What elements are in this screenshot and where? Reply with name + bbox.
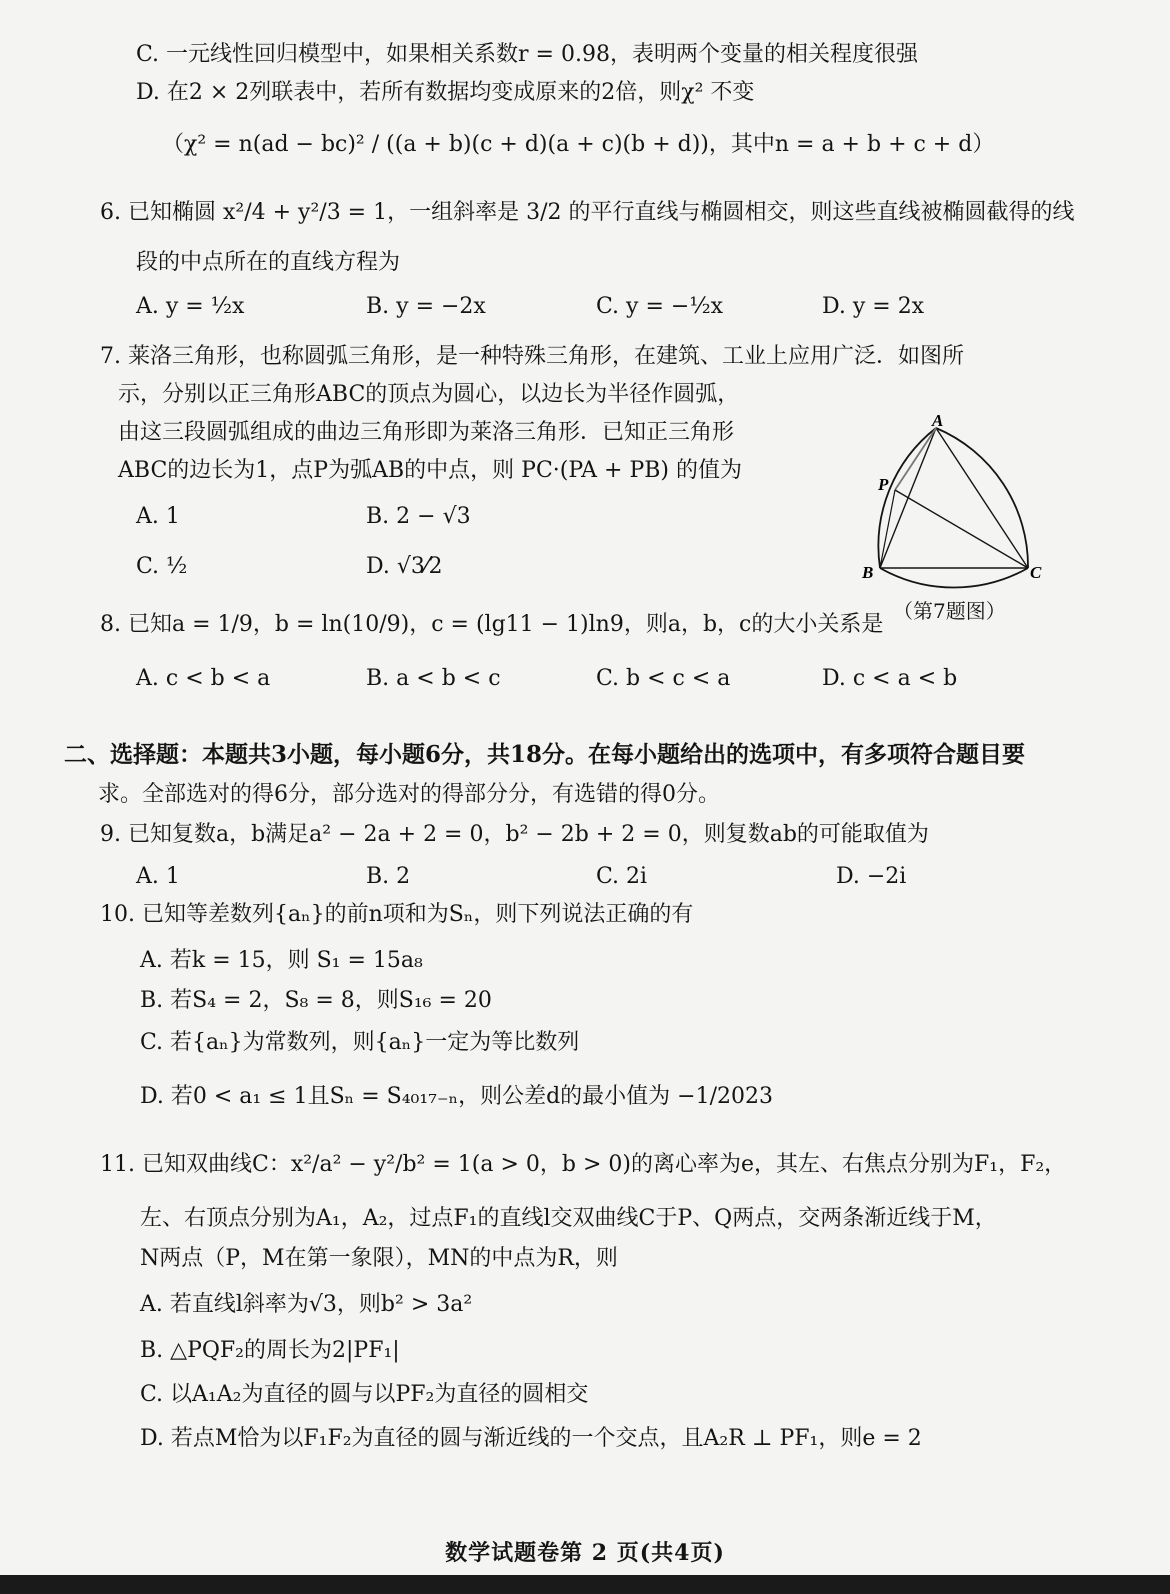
q7-stem-line4: ABC的边长为1，点P为弧AB的中点，则 PC·(PA + PB) 的值为 (118, 458, 742, 483)
label-b: B (862, 563, 874, 582)
q5-option-c: C. 一元线性回归模型中，如果相关系数r = 0.98，表明两个变量的相关程度很强 (136, 42, 918, 67)
page-footer: 数学试题卷第 2 页(共4页) (445, 1540, 725, 1566)
segment-pb (880, 490, 895, 568)
q6-option-d: D. y = 2x (822, 294, 925, 319)
q11-stem-line3: N两点（P，M在第一象限），MN的中点为R，则 (140, 1246, 618, 1271)
q8-option-c: C. b < c < a (596, 666, 731, 691)
q10-option-d: D. 若0 < a₁ ≤ 1且Sₙ = S₄₀₁₇₋ₙ，则公差d的最小值为 −1/2023 (140, 1084, 774, 1109)
q11-stem-line2: 左、右顶点分别为A₁，A₂，过点F₁的直线l交双曲线C于P、Q两点，交两条渐近线于M， (140, 1206, 997, 1231)
bottom-scan-border (0, 1575, 1170, 1594)
label-p: P (878, 475, 889, 494)
q10-option-c: C. 若{aₙ}为常数列，则{aₙ}一定为等比数列 (140, 1030, 580, 1055)
q6-stem-line2: 段的中点所在的直线方程为 (136, 250, 401, 275)
q7-stem-line1: 7. 莱洛三角形，也称圆弧三角形，是一种特殊三角形，在建筑、工业上应用广泛．如图所 (100, 344, 964, 369)
side-ac (936, 428, 1028, 568)
q11-option-c: C. 以A₁A₂为直径的圆与以PF₂为直径的圆相交 (140, 1382, 589, 1407)
q11-option-a: A. 若直线l斜率为√3，则b² > 3a² (140, 1292, 473, 1317)
q7-option-d: D. √3⁄2 (366, 554, 443, 579)
q8-option-a: A. c < b < a (136, 666, 271, 691)
label-c: C (1030, 563, 1042, 582)
q10-option-a: A. 若k = 15，则 S₁ = 15a₈ (140, 948, 423, 973)
q11-stem-line1: 11. 已知双曲线C：x²/a² − y²/b² = 1(a > 0，b > 0)的离心率为e，其左、右焦点分别为F₁，F₂， (100, 1152, 1067, 1177)
reuleaux-triangle-figure (862, 411, 1068, 628)
q9-option-d: D. −2i (836, 864, 907, 889)
q7-stem-line3: 由这三段圆弧组成的曲边三角形即为莱洛三角形．已知正三角形 (118, 420, 735, 445)
section-2-heading: 二、选择题：本题共3小题，每小题6分，共18分。在每小题给出的选项中，有多项符合题目要 (64, 741, 1026, 768)
q7-option-c: C. ½ (136, 554, 188, 579)
q8-option-d: D. c < a < b (822, 666, 958, 691)
q7-option-a: A. 1 (136, 504, 180, 529)
segment-pc (895, 490, 1028, 568)
q6-stem-line1: 6. 已知椭圆 x²/4 + y²/3 = 1，一组斜率是 3/2 的平行直线与椭圆相交，则这些直线被椭圆截得的线 (100, 200, 1075, 225)
q11-option-d: D. 若点M恰为以F₁F₂为直径的圆与渐近线的一个交点，且A₂R ⊥ PF₁，则e = 2 (140, 1426, 922, 1451)
figure-caption: （第7题图） (893, 599, 1006, 623)
q10-option-b: B. 若S₄ = 2，S₈ = 8，则S₁₆ = 20 (140, 988, 492, 1013)
q10-stem: 10. 已知等差数列{aₙ}的前n项和为Sₙ，则下列说法正确的有 (100, 902, 694, 927)
q6-option-b: B. y = −2x (366, 294, 486, 319)
q6-option-a: A. y = ½x (136, 294, 245, 319)
label-a: A (932, 411, 944, 430)
q9-stem: 9. 已知复数a，b满足a² − 2a + 2 = 0，b² − 2b + 2 = 0，则复数ab的可能取值为 (100, 822, 929, 847)
q5-option-d: D. 在2 × 2列联表中，若所有数据均变成原来的2倍，则χ² 不变 (136, 80, 755, 105)
q6-option-c: C. y = −½x (596, 294, 724, 319)
q11-option-b: B. △PQF₂的周长为2|PF₁| (140, 1338, 400, 1363)
q8-option-b: B. a < b < c (366, 666, 501, 691)
q8-stem: 8. 已知a = 1/9，b = ln(10/9)，c = (lg11 − 1)ln9，则a，b，c的大小关系是 (100, 612, 884, 637)
q9-option-b: B. 2 (366, 864, 411, 889)
q5-formula: （χ² = n(ad − bc)² / ((a + b)(c + d)(a + c)(b + d))，其中n = a + b + c + d） (162, 132, 995, 157)
q7-stem-line2: 示，分别以正三角形ABC的顶点为圆心，以边长为半径作圆弧， (118, 382, 740, 407)
q7-option-b: B. 2 − √3 (366, 504, 471, 529)
q9-option-c: C. 2i (596, 864, 648, 889)
arc-bc (880, 568, 1028, 588)
reuleaux-triangle-diagram (862, 411, 1068, 598)
section-2-instructions: 求。全部选对的得6分，部分选对的得部分分，有选错的得0分。 (98, 782, 720, 807)
q9-option-a: A. 1 (136, 864, 180, 889)
